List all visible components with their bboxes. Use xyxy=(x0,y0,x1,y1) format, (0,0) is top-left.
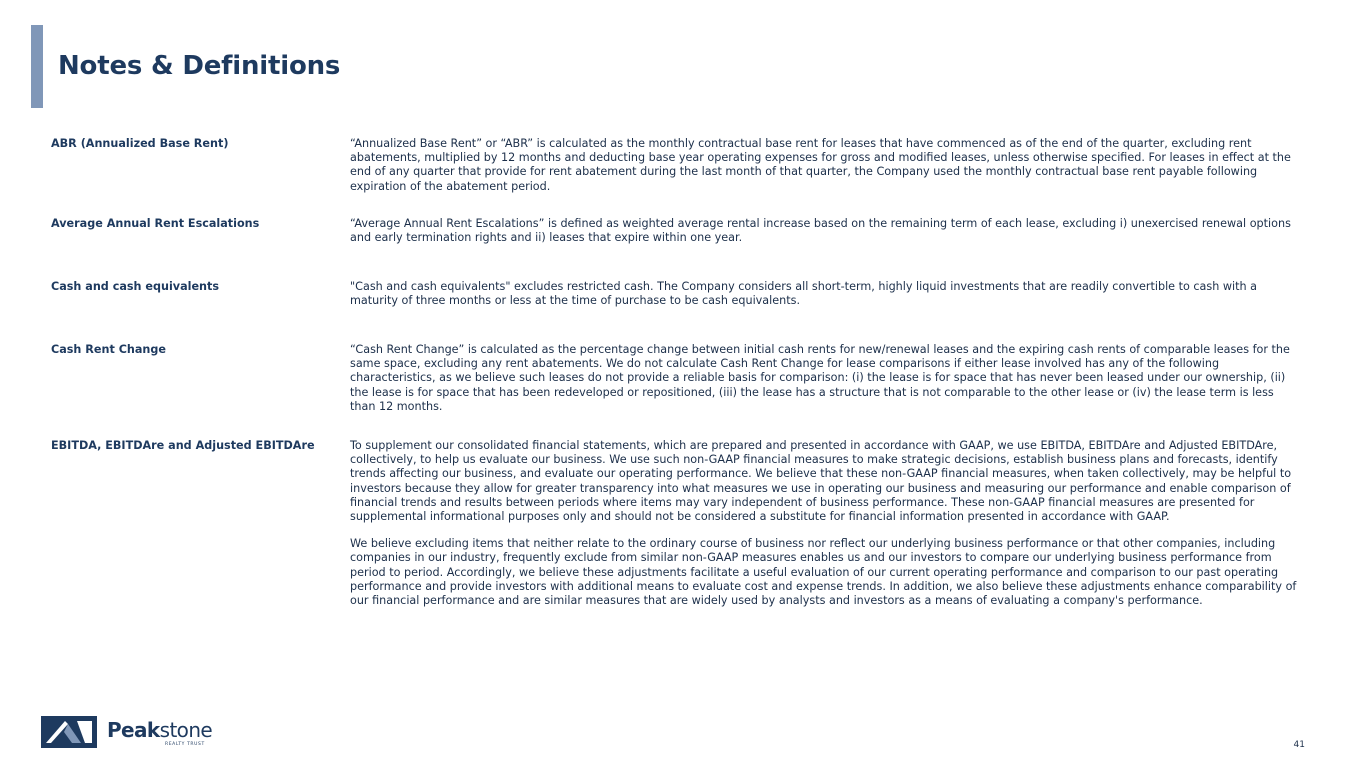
definition-paragraph: “Cash Rent Change” is calculated as the percentage change between initial cash rents for new/renewal leases and the expiring cash rents of comparable leases for the same space, excluding any rent abatements. We do not calculate Cash Rent Change for lease comparisons if either lease involved has any of the following characteristics, as we believe such leases do not provide a reliable basis for comparison: (i) the lease is for space that has never been leased under our ownership, (ii) the lease is for space that has been redeveloped or repositioned, (iii) the lease has a structure that is not comparable to the other lease or (iv) the lease term is less than 12 months. xyxy=(350,343,1290,413)
logo-wordmark-rest: stone xyxy=(159,718,213,742)
definition-paragraph: “Annualized Base Rent” or “ABR” is calculated as the monthly contractual base rent for leases that have commenced as of the end of the quarter, excluding rent abatements, multiplied by 12 months and deducting base year operating expenses for gross and modified leases, unless otherwise specified. For leases in effect at the end of any quarter that provide for rent abatement during the last month of that quarter, the Company used the monthly contractual base rent payable following expiration of the abatement period. xyxy=(350,137,1291,193)
definition-paragraph: “Average Annual Rent Escalations” is defined as weighted average rental increase based on the remaining term of each lease, excluding i) unexercised renewal options and early termination rights and ii) leases that expire within one year. xyxy=(350,217,1291,245)
peakstone-mountain-icon xyxy=(41,716,97,748)
definition-term: Cash and cash equivalents xyxy=(51,280,220,293)
definition-paragraph: We believe excluding items that neither relate to the ordinary course of business nor reflect our underlying business performance or that other companies, including companies in our industry, frequently exclude from similar non-GAAP measures enables us and our investors to compare our underlying business performance from period to period. Accordingly, we believe these adjustments facilitate a useful evaluation of our current operating performance and comparison to our past operating performance and provide investors with additional means to evaluate cost and expense trends. In addition, we also believe these adjustments enhance comparability of our financial performance and are similar measures that are widely used by analysts and investors as a means of evaluating a company's performance. xyxy=(350,537,1297,608)
title-accent-bar xyxy=(31,25,43,108)
definition-paragraph: To supplement our consolidated financial statements, which are prepared and presented in accordance with GAAP, we use EBITDA, EBITDAre and Adjusted EBITDAre, collectively, to help us evaluate our business. We use such non-GAAP financial measures to make strategic decisions, establish business plans and forecasts, identify trends affecting our business, and evaluate our operating performance. We believe that these non-GAAP financial measures, when taken collectively, may be helpful to investors because they allow for greater transparency into what measures we use in operating our business and measuring our performance and enable comparison of financial trends and results between periods where items may vary independent of business performance. These non-GAAP financial measures are presented for supplemental informational purposes only and should not be considered a substitute for financial information presented in accordance with GAAP. xyxy=(350,439,1292,524)
definition-term: EBITDA, EBITDAre and Adjusted EBITDAre xyxy=(51,439,315,452)
definition-description xyxy=(350,217,1300,245)
logo-subtitle: REALTY TRUST xyxy=(165,742,205,747)
logo-wordmark-bold: Peak xyxy=(107,718,160,742)
definition-paragraph: "Cash and cash equivalents" excludes restricted cash. The Company considers all short-term, highly liquid investments that are readily convertible to cash with a maturity of three months or less at the time of purchase to be cash equivalents. xyxy=(350,280,1258,308)
company-logo xyxy=(41,716,231,750)
definition-term: Average Annual Rent Escalations xyxy=(51,217,260,230)
definition-description xyxy=(350,343,1300,414)
logo-wordmark xyxy=(107,718,212,742)
definition-term: Cash Rent Change xyxy=(51,343,166,356)
definition-description xyxy=(350,137,1300,194)
page-number: 41 xyxy=(1293,740,1305,750)
definition-description xyxy=(350,439,1300,608)
definition-description xyxy=(350,280,1300,308)
definition-term: ABR (Annualized Base Rent) xyxy=(51,137,229,150)
page-title: Notes & Definitions xyxy=(58,51,341,81)
